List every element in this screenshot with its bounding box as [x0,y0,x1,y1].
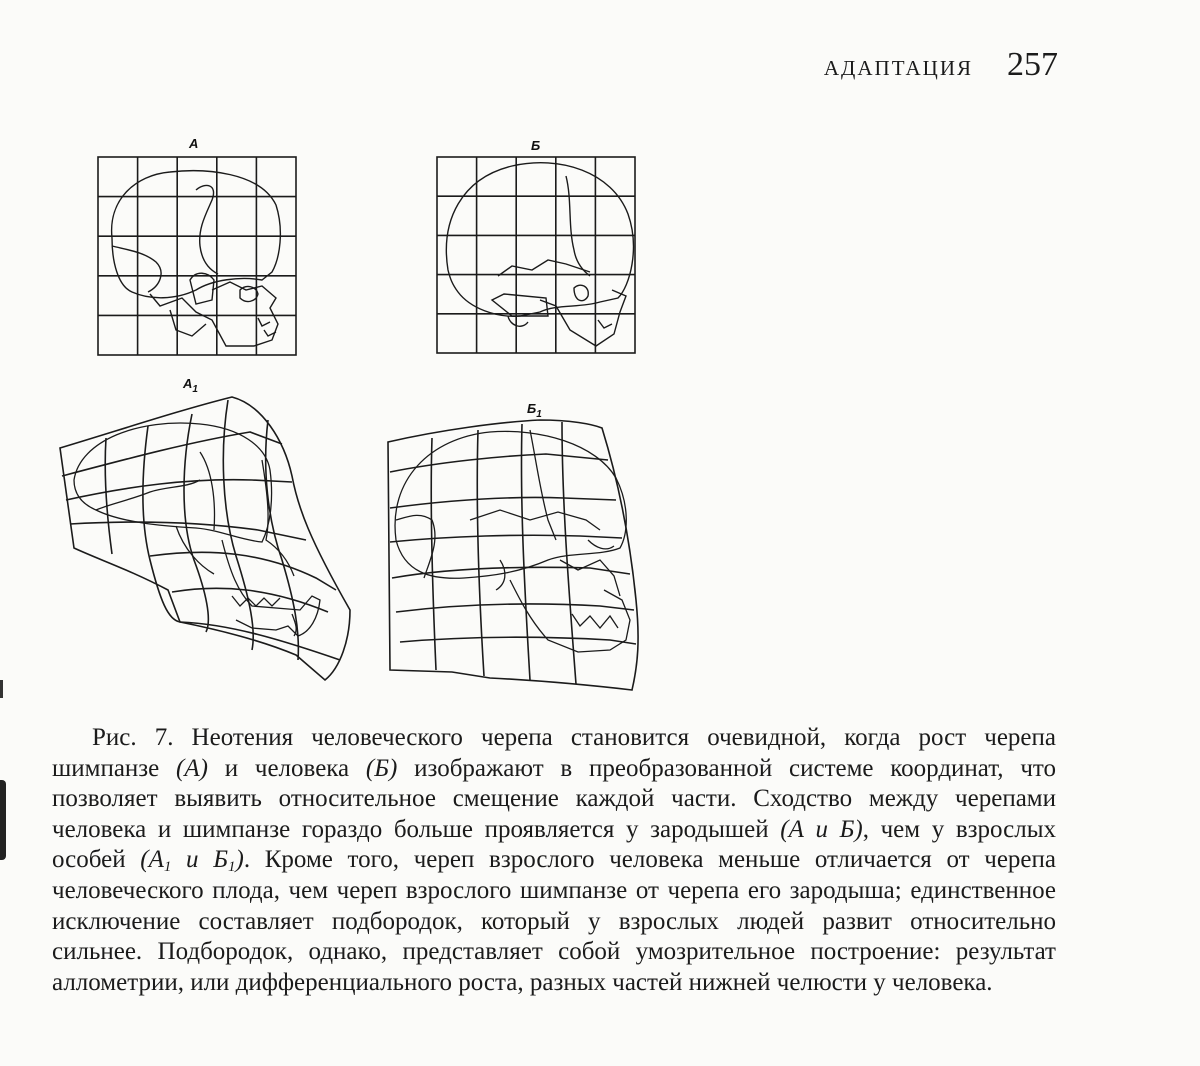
label-b1 [527,401,542,420]
panel-b-grid [437,157,635,353]
caption-ref-a: (А) [176,754,208,782]
caption-part-1: Рис. 7. Неотения человеческого черепа становится очевидной, когда рост черепа шимпанзе [52,724,1056,782]
label-a1 [182,376,198,395]
label-a: А [189,136,199,151]
scan-edge-mark [0,780,6,860]
caption-ref-a1 [140,846,244,876]
label-a1-sub: 1 [192,384,198,395]
caption-part-4: , чем у взрослых особей [52,815,1056,874]
caption-part-5: . Кроме того, череп взрослого человека меньше отличается от черепа человеческого плода, чем череп взрослого шимпанзе от черепа его зародыша; единственное исключение составляет подбородок, который у взрослых людей развит относительно сильнее. Подбородок, однако, представляет собой умозрительное построение: результат аллометрии, или дифференциального роста, разных частей нижней челюсти у человека. [52,846,1056,996]
caption-ref-close: ) [235,846,244,874]
label-a1-main: А [183,376,193,391]
caption-part-2: и человека [207,754,366,782]
figure-caption [52,723,1056,998]
caption-sub-2: 1 [227,859,236,876]
caption-ref-b: (Б) [365,754,398,782]
caption-ref-a1-open: (А [140,846,164,874]
panel-a1-grid [60,397,350,680]
running-title: АДАПТАЦИЯ [823,56,973,80]
caption-ref-a-b: (А и Б) [780,815,863,843]
panel-b1-skull [395,430,630,652]
caption-ref-and: и Б [171,846,228,874]
caption-part-3: изображают в преобразованной системе координат, что позволяет выявить относительное смещение каждой части. Сходство между черепами человека и шимпанзе гораздо больше проявляется у зародышей [52,754,1056,843]
caption-sub-1: 1 [163,859,172,876]
label-b1-main: Б [527,401,537,416]
panel-a1-skull [74,423,320,636]
label-b: Б [531,138,541,153]
page-number: 257 [1007,46,1058,83]
panel-a-grid [98,157,296,355]
label-b1-sub: 1 [536,409,542,420]
panel-b-skull [446,163,633,346]
